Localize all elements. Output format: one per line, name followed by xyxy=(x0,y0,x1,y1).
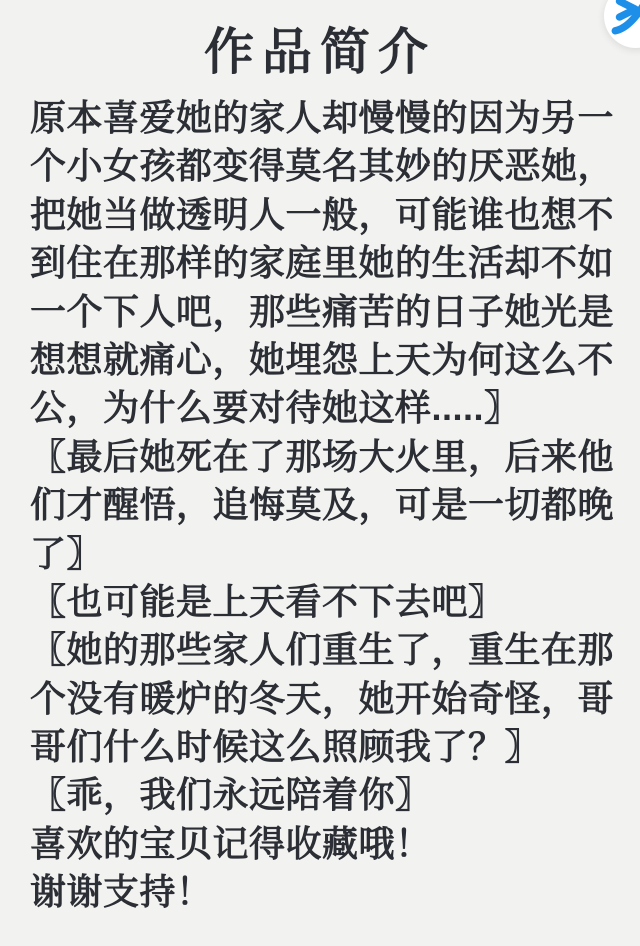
text-line: 了〗 xyxy=(30,532,104,574)
text-line: 〖也可能是上天看不下去吧〗 xyxy=(30,580,505,622)
text-line: 把她当做透明人一般，可能谁也想不 xyxy=(30,193,615,235)
text-line: 个没有暖炉的冬天，她开始奇怪，哥 xyxy=(30,677,615,719)
text-line: 哥们什么时候这么照顾我了？〗 xyxy=(30,726,542,768)
text-line: 们才醒悟，追悔莫及，可是一切都晚 xyxy=(30,484,615,526)
body-text xyxy=(30,94,616,917)
text-line: 公，为什么要对待她这样.....〗 xyxy=(30,387,521,429)
text-line: 到住在那样的家庭里她的生活却不如 xyxy=(30,242,615,284)
text-line: 〖乖，我们永远陪着你〗 xyxy=(30,774,432,816)
page-title: 作品简介 xyxy=(204,24,436,80)
text-line: 原本喜爱她的家人却慢慢的因为另一 xyxy=(30,97,615,138)
text-line: 个小女孩都变得莫名其妙的厌恶她， xyxy=(30,145,615,187)
text-line: 一个下人吧，那些痛苦的日子她光是 xyxy=(30,290,615,332)
text-line: 〖最后她死在了那场大火里，后来他 xyxy=(30,435,615,477)
text-line: 喜欢的宝贝记得收藏哦！ xyxy=(30,822,432,864)
text-line: 谢谢支持！ xyxy=(30,871,213,913)
text-line: 想想就痛心，她埋怨上天为何这么不 xyxy=(30,338,615,380)
text-line: 〖她的那些家人们重生了，重生在那 xyxy=(30,629,615,671)
